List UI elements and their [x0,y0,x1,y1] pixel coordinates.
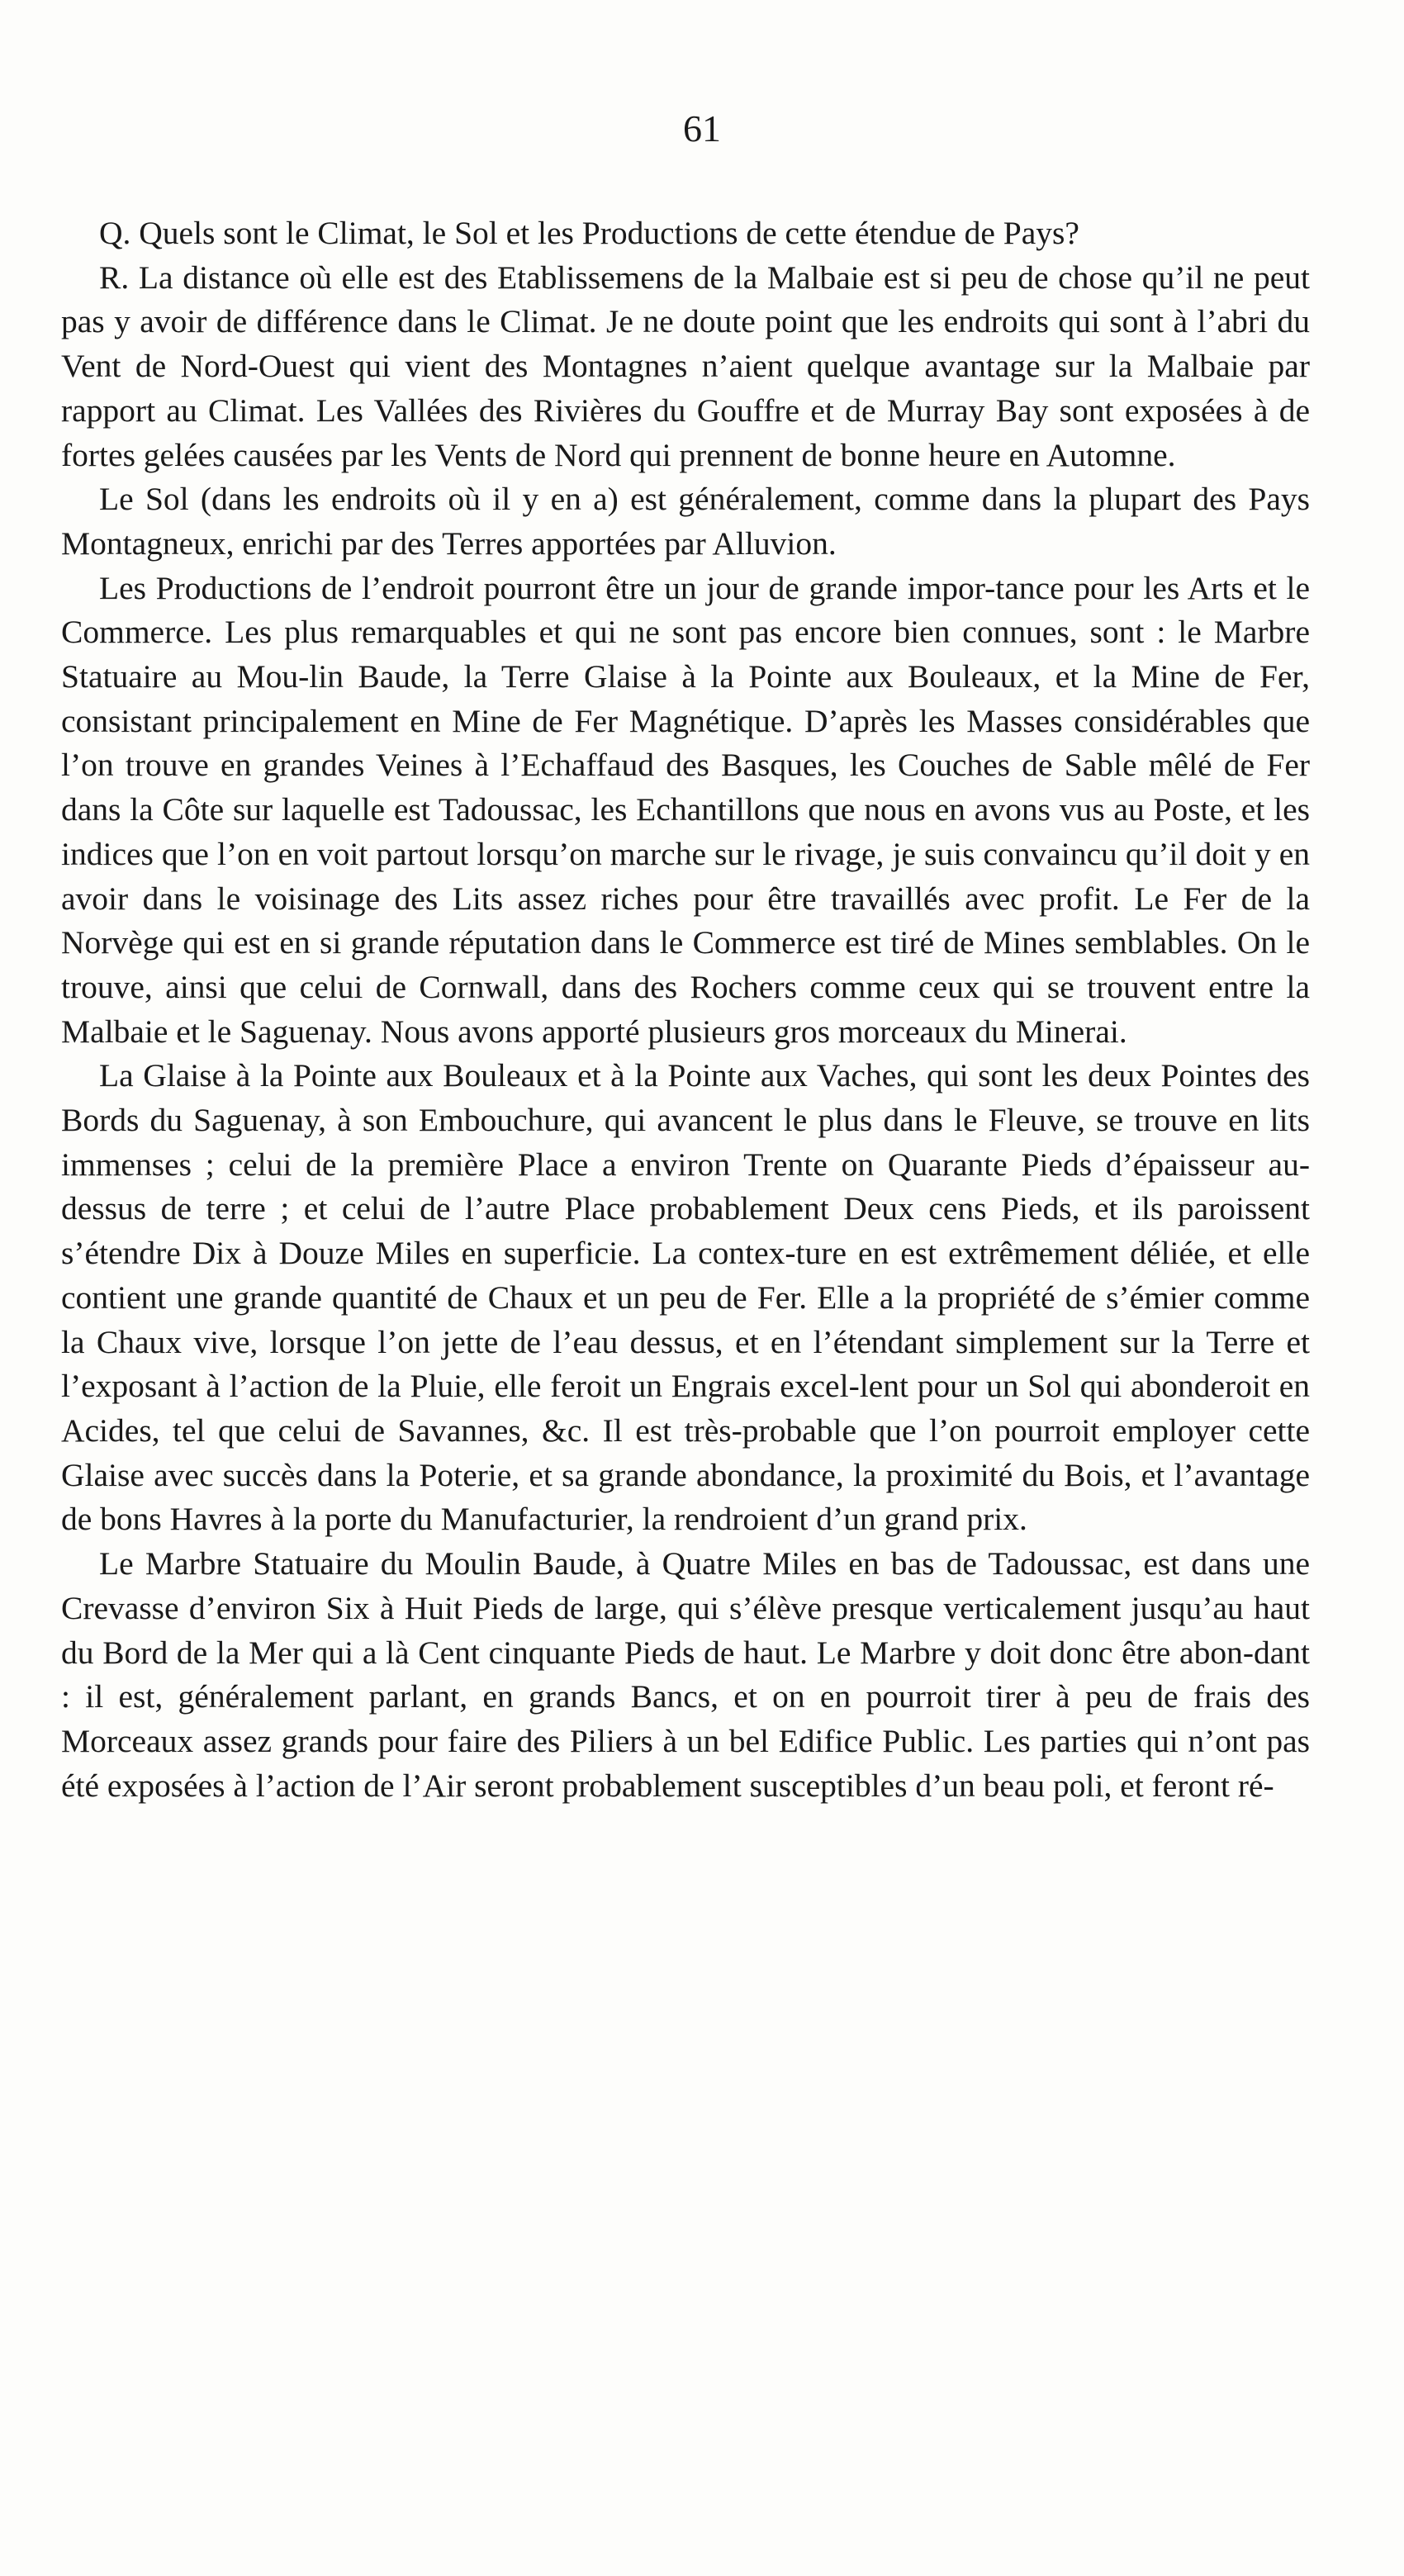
paragraph-question: Q. Quels sont le Climat, le Sol et les Productions de cette étendue de Pays? [99,215,1079,251]
paragraph-clay: La Glaise à la Pointe aux Bouleaux et à la Pointe aux Vaches, qui sont les deux Pointes des Bords du Saguenay, à son Embouchure, qui avancent le plus dans le Fleuve, se trouve en lits immenses ; celui de la première Place a environ Trente on Quarante Pieds d’épaisseur au-dessus de terre ; et celui de l’autre Place probablement Deux cens Pieds, et ils paroissent s’étendre Dix à Douze Miles en superficie. La contex-ture en est extrêmement déliée, et elle contient une grande quantité de Chaux et un peu de Fer. Elle a la propriété de s’émier comme la Chaux vive, lorsque l’on jette de l’eau dessus, et en l’étendant simplement sur la Terre et l’exposant à l’action de la Pluie, elle feroit un Engrais excel-lent pour un Sol qui abonderoit en Acides, tel que celui de Savannes, &c. Il est très-probable que l’on pourroit employer cette Glaise avec succès dans la Poterie, et sa grande abondance, la proximité du Bois, et l’avantage de bons Havres à la porte du Manufacturier, la rendroient d’un grand prix. [61,1057,1310,1538]
paragraph-soil: Le Sol (dans les endroits où il y en a) est généralement, comme dans la plupart des Pays Montagneux, enrichi par des Terres apportées par Alluvion. [61,481,1310,562]
body-text [61,211,1310,1808]
paragraph-answer-climate: R. La distance où elle est des Etablissemens de la Malbaie est si peu de chose qu’il ne peut pas y avoir de différence dans le Climat. Je ne doute point que les endroits qui sont à l’abri du Vent de Nord-Ouest qui vient des Montagnes n’aient quelque avantage sur la Malbaie par rapport au Climat. Les Vallées des Rivières du Gouffre et de Murray Bay sont exposées à de fortes gelées causées par les Vents de Nord qui prennent de bonne heure en Automne. [61,259,1310,473]
page-number: 61 [683,107,721,149]
paragraph-productions: Les Productions de l’endroit pourront être un jour de grande impor-tance pour les Arts et le Commerce. Les plus remarquables et qui ne sont pas encore bien connues, sont : le Marbre Statuaire au Mou-lin Baude, la Terre Glaise à la Pointe aux Bouleaux, et la Mine de Fer, consistant principalement en Mine de Fer Magnétique. D’après les Masses considérables que l’on trouve en grandes Veines à l’Echaffaud des Basques, les Couches de Sable mêlé de Fer dans la Côte sur laquelle est Tadoussac, les Echantillons que nous en avons vus au Poste, et les indices que l’on en voit partout lorsqu’on marche sur le rivage, je suis convaincu qu’il doit y en avoir dans le voisinage des Lits assez riches pour être travaillés avec profit. Le Fer de la Norvège qui est en si grande réputation dans le Commerce est tiré de Mines semblables. On le trouve, ainsi que celui de Cornwall, dans des Rochers comme ceux qui se trouvent entre la Malbaie et le Saguenay. Nous avons apporté plusieurs gros morceaux du Minerai. [61,569,1310,1050]
paragraph-marble: Le Marbre Statuaire du Moulin Baude, à Quatre Miles en bas de Tadoussac, est dans une Crevasse d’environ Six à Huit Pieds de large, qui s’élève presque verticalement jusqu’au haut du Bord de la Mer qui a là Cent cinquante Pieds de haut. Le Marbre y doit donc être abon-dant : il est, généralement parlant, en grands Bancs, et on en pourroit tirer à peu de frais des Morceaux assez grands pour faire des Piliers à un bel Edifice Public. Les parties qui n’ont pas été exposées à l’action de l’Air seront probablement susceptibles d’un beau poli, et feront ré- [61,1545,1310,1804]
